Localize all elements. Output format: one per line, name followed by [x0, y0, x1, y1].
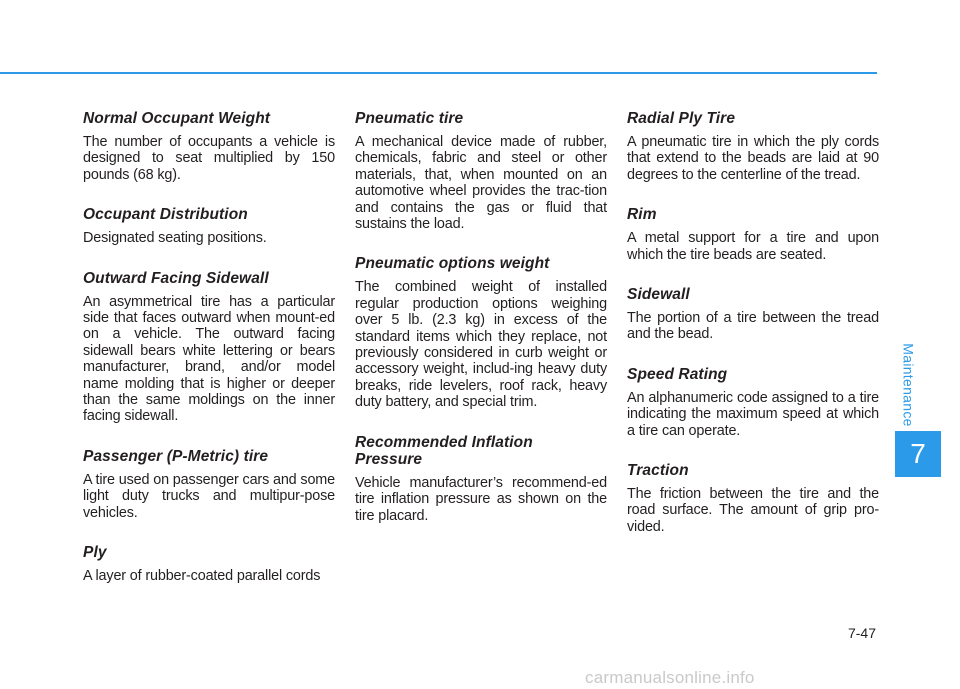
section-side-label	[886, 340, 932, 430]
glossary-entry	[355, 255, 607, 410]
glossary-entry	[83, 110, 335, 183]
glossary-term: Recommended Inflation Pressure	[355, 433, 533, 468]
glossary-entry	[83, 448, 335, 521]
glossary-term: Radial Ply Tire	[627, 110, 736, 127]
glossary-definition: Designated seating positions.	[83, 230, 267, 247]
glossary-entry	[627, 286, 879, 343]
glossary-definition: An asymmetrical tire has a particular side that faces outward when mount-ed on a vehicle. The outward facing sidewall bears white lettering or bears manufacturer, brand, and/or model name molding that is higher or deeper than the same moldings on the inner facing sidewall.	[83, 293, 335, 425]
glossary-entry	[627, 462, 879, 535]
glossary-definition: A layer of rubber-coated parallel cords	[83, 568, 321, 585]
glossary-term: Normal Occupant Weight	[83, 110, 271, 127]
glossary-entry	[83, 206, 335, 246]
glossary-entry	[355, 434, 607, 524]
glossary-definition: An alphanumeric code assigned to a tire indicating the maximum speed at which a tire can operate.	[627, 389, 879, 439]
watermark: carmanualsonline.info	[585, 668, 755, 687]
glossary-definition: The portion of a tire between the tread and the bead.	[627, 310, 879, 343]
glossary-column-3	[627, 110, 879, 558]
glossary-entry	[83, 270, 335, 425]
glossary-entry	[83, 544, 335, 584]
glossary-definition: The friction between the tire and the road surface. The amount of grip pro-vided.	[627, 486, 879, 535]
glossary-column-1	[83, 110, 335, 608]
glossary-definition: Vehicle manufacturer’s recommend-ed tire inflation pressure as shown on the tire placard.	[355, 474, 607, 524]
glossary-definition: The combined weight of installed regular production options weighing over 5 lb. (2.3 kg) in excess of the standard items which they replace, not previously considered in curb weight or accessory weight, includ-ing heavy duty breaks, ride levelers, roof rack, heavy duty battery, and special trim.	[355, 279, 607, 411]
glossary-entry	[355, 110, 607, 232]
glossary-entry	[627, 110, 879, 183]
header-rule	[0, 72, 877, 74]
glossary-term: Traction	[627, 462, 689, 480]
glossary-term: Pneumatic tire	[355, 110, 464, 127]
glossary-term: Speed Rating	[627, 365, 728, 383]
glossary-term: Occupant Distribution	[83, 206, 248, 224]
glossary-definition: The number of occupants a vehicle is designed to seat multiplied by 150 pounds (68 kg).	[83, 134, 335, 183]
glossary-definition: A mechanical device made of rubber, chemicals, fabric and steel or other materials, that, when mounted on an automotive wheel provides the trac-tion and contains the gas or fluid that sustains the load.	[355, 134, 607, 233]
glossary-entry	[627, 206, 879, 263]
glossary-definition: A pneumatic tire in which the ply cords that extend to the beads are laid at 90 degrees to the centerline of the tread.	[627, 134, 879, 183]
glossary-term: Pneumatic options weight	[355, 255, 550, 273]
glossary-definition: A tire used on passenger cars and some light duty trucks and multipur-pose vehicles.	[83, 471, 335, 521]
glossary-term: Ply	[83, 544, 107, 562]
glossary-term: Passenger (P-Metric) tire	[83, 447, 269, 465]
glossary-term: Rim	[627, 206, 657, 224]
section-side-label-text: Maintenance	[901, 343, 917, 427]
glossary-definition: A metal support for a tire and upon which the tire beads are seated.	[627, 230, 879, 263]
glossary-term: Sidewall	[627, 286, 690, 304]
chapter-tab: 7	[895, 431, 941, 477]
glossary-column-2	[355, 110, 607, 547]
glossary-term: Outward Facing Sidewall	[83, 269, 269, 287]
glossary-entry	[627, 366, 879, 439]
page-number: 7-47	[847, 625, 876, 641]
